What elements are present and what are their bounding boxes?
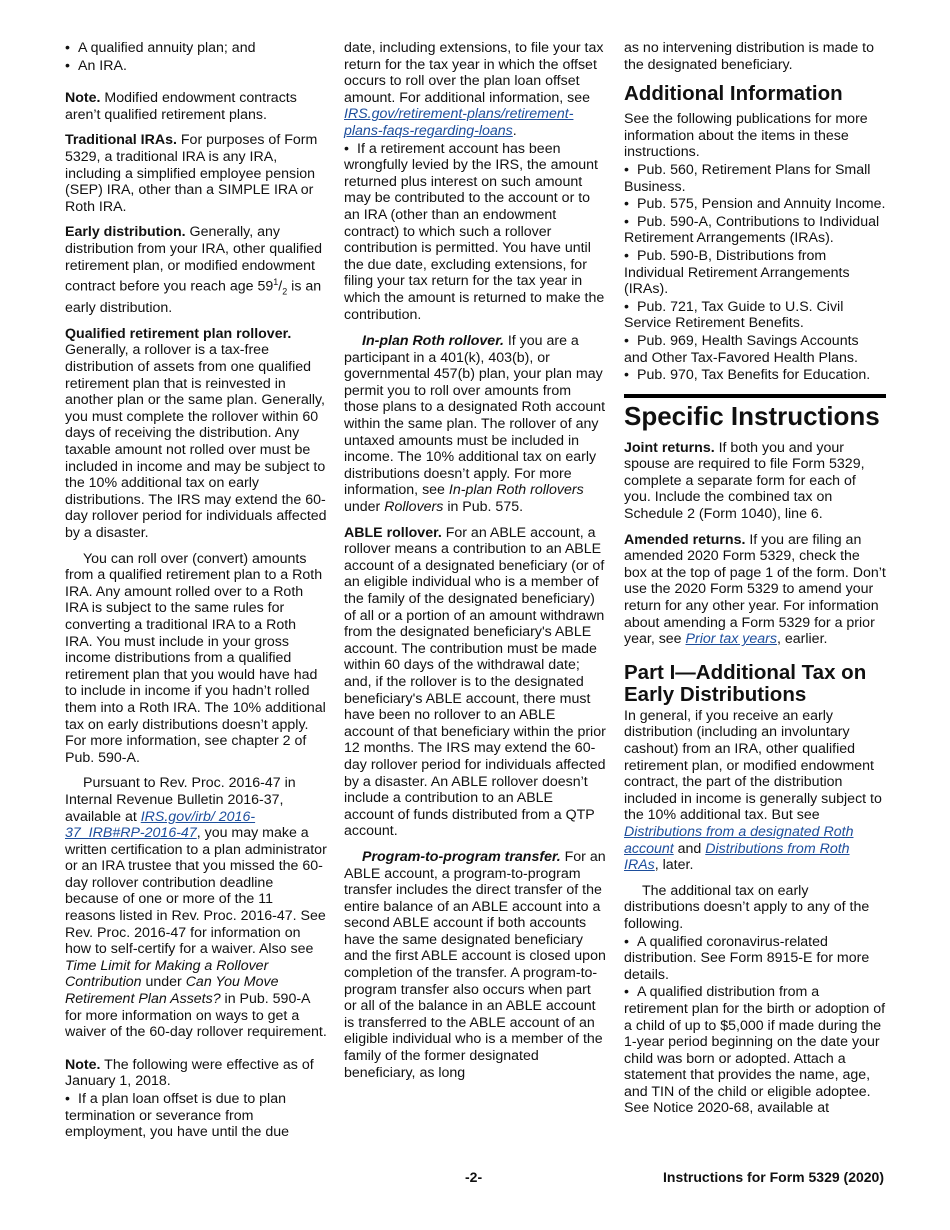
additional-info-intro: See the following publications for more information about the items in these instructions. [624,111,868,161]
column-1 [65,40,327,1142]
list-item: • A qualified annuity plan; and [65,40,327,57]
list-item: • Pub. 560, Retirement Plans for Small Business. [624,162,886,195]
column-2 [344,40,606,1090]
list-item: • Pub. 575, Pension and Annuity Income. [624,196,886,213]
retirement-loans-faq-link[interactable]: IRS.gov/retirement-plans/retirement-plans-faqs-regarding-loans [344,106,574,139]
traditional-iras-paragraph: Traditional IRAs. For purposes of Form 5329, a traditional IRA is any IRA, including a simplified employee pension (SEP) IRA, other than a SIMPLE IRA or Roth IRA. [65,132,318,215]
able-rollover-paragraph: ABLE rollover. For an ABLE account, a rollover means a contribution to an ABLE account of a designated beneficiary (or of an eligible individual who is a member of the family of the designated beneficiary) of all or a portion of an amount withdrawn from the designated beneficiary's ABLE account. The contribution must be made within 60 days of the withdrawal date; and, if the rollover is to the designated beneficiary's ABLE account, there must have been no rollover to an ABLE account of that beneficiary within the prior 12 months. The IRS may extend the 60-day rollover period for individuals affected by a disaster. An ABLE rollover doesn’t include a contribution to an ABLE account of funds distributed from a QTP account. [344,524,606,840]
list-item: • If a plan loan offset is due to plan termination or severance from employment, you have until the due [65,1091,327,1141]
continued-paragraph: as no intervening distribution is made to the designated beneficiary. [624,40,874,73]
roth-conversion-paragraph: You can roll over (convert) amounts from a qualified retirement plan to a Roth IRA. Any amount rolled over to a Roth IRA is subject to the same rules for converting a traditional IRA to a Roth IRA. You must include in your gross income distributions from a qualified retirement plan that you would have had to include in income if you hadn’t rolled them into a Roth IRA. The 10% additional tax on early distributions doesn’t apply. For more information, see chapter 2 of Pub. 590-A. [65,550,326,766]
program-transfer-paragraph: Program-to-program transfer. For an ABLE account, a program-to-program transfer includes the direct transfer of the entire balance of an ABLE account into a second ABLE account if both accounts have the same designated beneficiary and the first ABLE account is closed upon completion of the transfer. A program-to-program transfer also occurs when part or all of the balance in an ABLE account is transferred to the ABLE account of an eligible individual who is a member of the family of the former designated beneficiary, as long [344,848,606,1081]
amended-returns-paragraph: Amended returns. If you are filing an amended 2020 Form 5329, check the box at the top of page 1 of the form. Don’t use the 2020 Form 5329 to amend your return for any other year. For information about amending a Form 5329 for a prior year, see Prior tax years, earlier. [624,531,886,648]
list-item: • Pub. 590-A, Contributions to Individual Retirement Arrangements (IRAs). [624,214,886,247]
list-item: • Pub. 970, Tax Benefits for Education. [624,367,886,384]
list-item: • A qualified distribution from a retirement plan for the birth or adoption of a child of up to $5,000 if made during the 1-year period beginning on the date your child was born or adopted. Attach a statement that provides the name, age, and TIN of the child or eligible adoptee. See Notice 2020-68, available at [624,984,886,1117]
note-paragraph: Note. The following were effective as of January 1, 2018. [65,1056,314,1090]
list-item: • Pub. 590-B, Distributions from Individual Retirement Arrangements (IRAs). [624,248,886,298]
list-item: • If a retirement account has been wrongfully levied by the IRS, the amount returned plus interest on such amount may be contributed to the account or to an IRA (other than an endowment contract) to which such a rollover contribution is permitted. You have until the due date, excluding extensions, for filing your tax return for the tax year in which the amount is returned to make the contribution. [344,141,606,324]
qualified-rollover-paragraph: Qualified retirement plan rollover. Generally, a rollover is a tax-free distribution of assets from one qualified retirement plan that is reinvested in another plan or the same plan. Generally, you must complete the rollover within 60 days of receiving the distribution. Any taxable amount not rolled over must be included in income and may be subject to the 10% additional tax on early distributions. The IRS may extend the 60-day rollover period for individuals affected by a disaster. [65,325,327,541]
roth-iras-link[interactable]: Distributions from Roth IRAs [624,840,850,874]
early-distribution-paragraph: Early distribution. Generally, any distribution from your IRA, other qualified retirement plan, or modified endowment contract before you reach age $59^1/_2$ is an early distribution. [65,224,323,317]
list-item: • An IRA. [65,58,327,75]
note-paragraph: Note. Modified endowment contracts aren’t qualified retirement plans. [65,90,297,123]
not-apply-paragraph: The additional tax on early distributions doesn’t apply to any of the following. [624,882,870,932]
additional-information-heading: Additional Information [624,82,843,106]
list-item: • A qualified coronavirus-related distribution. See Form 8915-E for more details. [624,934,886,984]
list-item: • Pub. 969, Health Savings Accounts and Other Tax-Favored Health Plans. [624,333,886,366]
continued-paragraph: date, including extensions, to file your tax return for the tax year in which the offset occurs to roll over the plan loan offset amount. For additional information, see IRS.gov/retirement-plans/retirement-plans-faqs-regarding-loans. [344,40,604,139]
footer-title: Instructions for Form 5329 (2020) [663,1169,884,1185]
joint-returns-paragraph: Joint returns. If both you and your spouse are required to file Form 5329, complete a separate form for each of you. Include the combined tax on Schedule 2 (Form 1040), line 6. [624,439,865,523]
in-plan-roth-paragraph: In-plan Roth rollover. If you are a participant in a 401(k), 403(b), or governmental 457(b) plan, your plan may permit you to roll over amounts from those plans to a designated Roth account within the same plan. The rollover of any untaxed amounts must be included in income. The 10% additional tax on early distributions doesn’t apply. For more information, see In-plan Roth rollovers under Rollovers in Pub. 575. [344,333,606,516]
prior-tax-years-link[interactable]: Prior tax years [685,631,777,648]
part-1-paragraph: In general, if you receive an early distribution (including an involuntary cashout) from an IRA, other qualified retirement plan, or modified endowment contract, the part of the distribution included in income is generally subject to the 10% additional tax. But see Distributions from a designated Roth account and Distributions from Roth IRAs, later. [624,707,882,874]
column-3 [624,40,886,1118]
specific-instructions-heading: Specific Instructions [624,394,886,430]
part-1-heading: Part I—Additional Tax on Early Distributions [624,660,867,706]
designated-roth-link[interactable]: Distributions from a designated Roth account [624,823,854,857]
rev-proc-paragraph: Pursuant to Rev. Proc. 2016-47 in Internal Revenue Bulletin 2016-37, available at IRS.gov/irb/ 2016-37_IRB#RP-2016-47, you may make a written certification to a plan administrator or an IRA trustee that you missed the 60-day rollover contribution deadline because of one or more of the 11 reasons listed in Rev. Proc. 2016-47. See Rev. Proc. 2016-47 for information on how to self-certify for a waiver. Also see Time Limit for Making a Rollover Contribution under Can You Move Retirement Plan Assets? in Pub. 590-A for more information on ways to get a waiver of the 60-day rollover requirement. [65,775,327,1041]
irb-link[interactable]: IRS.gov/irb/ 2016-37_IRB#RP-2016-47 [65,808,256,842]
page-number: -2- [465,1169,483,1185]
list-item: • Pub. 721, Tax Guide to U.S. Civil Service Retirement Benefits. [624,299,886,332]
